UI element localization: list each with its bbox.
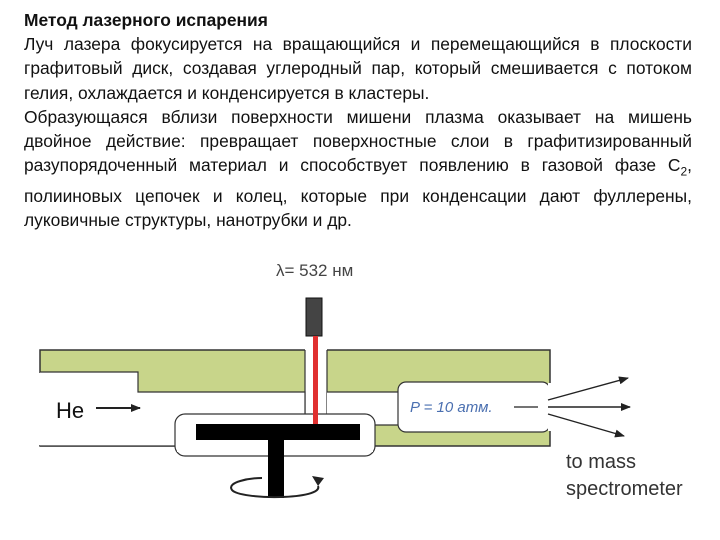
document-title: Метод лазерного испарения [24, 10, 268, 30]
laser-source [306, 298, 322, 336]
graphite-target-disk [196, 424, 360, 440]
paragraph-1: Луч лазера фокусируется на вращающийся и перемещающийся в плоскости графитовый диск, создавая углеродный пар, который смешивается с потоком гелия, охлаждается и конденсируется в кластеры. [24, 34, 692, 103]
output-label-line-2: spectrometer [566, 478, 683, 500]
exit-arrow-down-icon [548, 414, 624, 436]
wavelength-label: λ= 532 нм [276, 261, 354, 280]
paragraph-2-part-1: Образующаяся вблизи поверхности мишени плазма оказывает на мишень двойное действие: превращает поверхностные слои в графитизированный разупорядоченный материал и способствует появлению в газовой фазе C [24, 106, 692, 176]
paragraph-2-subscript: 2 [680, 164, 688, 179]
paragraph-2-part-2: , полииновых цепочек и колец, которые при конденсации дают фуллерены, луковичные структуры, нанотрубки и др. [24, 155, 692, 231]
exit-arrow-up-icon [548, 378, 628, 400]
laser-beam [313, 336, 318, 424]
pressure-label: P = 10 атм. [410, 399, 493, 416]
helium-label: He [56, 398, 85, 423]
target-rod [268, 440, 284, 498]
output-label-line-1: to mass [566, 451, 637, 473]
